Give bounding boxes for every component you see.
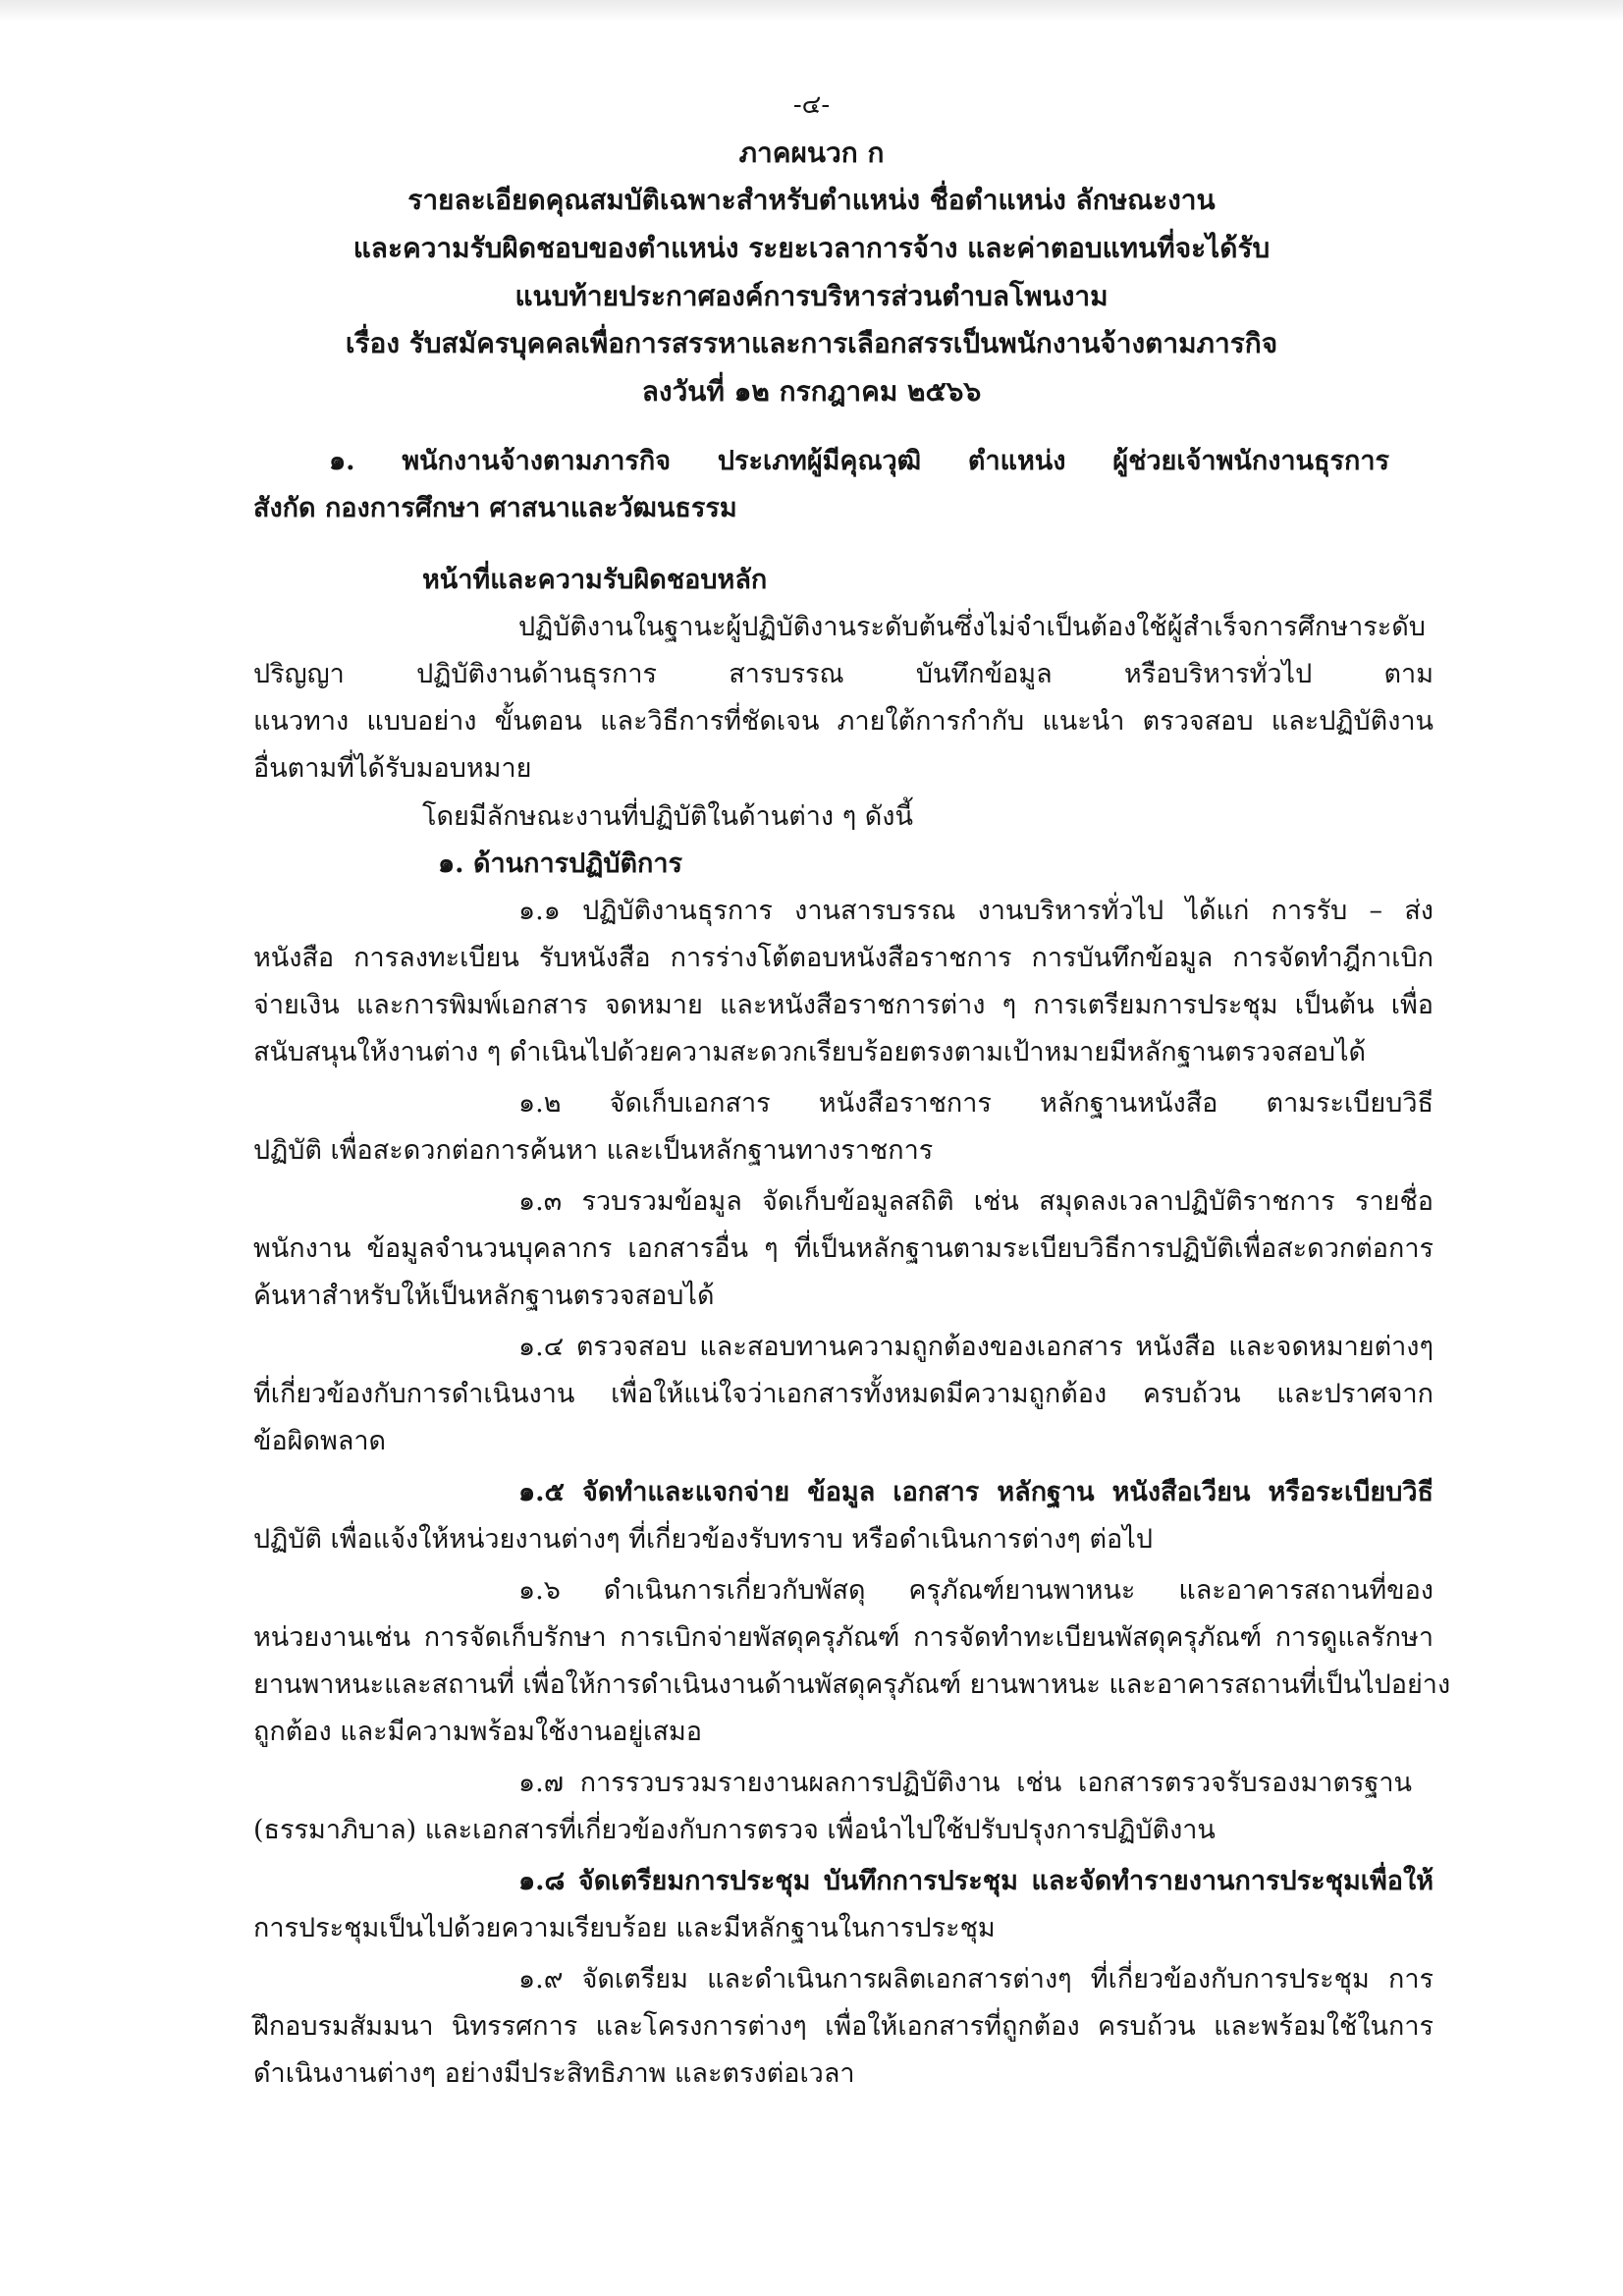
item-line: หนังสือ การลงทะเบียน รับหนังสือ การร่างโต้ตอบหนังสือราชการ การบันทึกข้อมูล การจัดทำฎีกาเบิก xyxy=(253,943,1434,973)
item-line: ๑.๕ จัดทำและแจกจ่าย ข้อมูล เอกสาร หลักฐาน หนังสือเวียน หรือระเบียบวิธี xyxy=(518,1477,1434,1507)
item-line: การประชุมเป็นไปด้วยความเรียบร้อย และมีหลักฐานในการประชุม xyxy=(253,1913,996,1943)
item-line: ดำเนินงานต่างๆ อย่างมีประสิทธิภาพ และตรงต่อเวลา xyxy=(253,2058,855,2089)
duties-para-line: ปริญญา ปฏิบัติงานด้านธุรการ สารบรรณ บันทึกข้อมูล หรือบริหารทั่วไป ตาม xyxy=(253,659,1434,689)
header-line-3: แนบท้ายประกาศองค์การบริหารส่วนตำบลโพนงาม xyxy=(514,280,1109,312)
item-line: ยานพาหนะและสถานที่ เพื่อให้การดำเนินงานด้านพัสดุครุภัณฑ์ ยานพาหนะ และอาคารสถานที่เป็นไปอย่าง xyxy=(253,1669,1451,1700)
duties-heading: หน้าที่และความรับผิดชอบหลัก xyxy=(422,565,768,595)
position-line-1: ๑. พนักงานจ้างตามภารกิจ ประเภทผู้มีคุณวุฒิ ตำแหน่ง ผู้ช่วยเจ้าพนักงานธุรการ xyxy=(329,446,1389,476)
item-line: ๑.๗ การรวบรวมรายงานผลการปฏิบัติงาน เช่น เอกสารตรวจรับรองมาตรฐาน xyxy=(518,1768,1412,1798)
item-line: ถูกต้อง และมีความพร้อมใช้งานอยู่เสมอ xyxy=(253,1717,703,1747)
item-line: ๑.๘ จัดเตรียมการประชุม บันทึกการประชุม และจัดทำรายงานการประชุมเพื่อให้ xyxy=(518,1866,1434,1896)
item-line: ๑.๓ รวบรวมข้อมูล จัดเก็บข้อมูลสถิติ เช่น สมุดลงเวลาปฏิบัติราชการ รายชื่อ xyxy=(518,1186,1434,1217)
header-line-1: รายละเอียดคุณสมบัติเฉพาะสำหรับตำแหน่ง ชื่อตำแหน่ง ลักษณะงาน xyxy=(407,184,1216,216)
item-line: ๑.๑ ปฏิบัติงานธุรการ งานสารบรรณ งานบริหารทั่วไป ได้แก่ การรับ – ส่ง xyxy=(518,896,1434,926)
page-number: -๔- xyxy=(792,90,831,120)
position-line-2: สังกัด กองการศึกษา ศาสนาและวัฒนธรรม xyxy=(253,493,737,523)
section-heading: ๑. ด้านการปฏิบัติการ xyxy=(438,848,683,879)
item-line: ๑.๙ จัดเตรียม และดำเนินการผลิตเอกสารต่างๆ ที่เกี่ยวข้องกับการประชุม การ xyxy=(518,1964,1434,1995)
header-line-2: และความรับผิดชอบของตำแหน่ง ระยะเวลาการจ้าง และค่าตอบแทนที่จะได้รับ xyxy=(352,232,1271,264)
item-line: ค้นหาสำหรับให้เป็นหลักฐานตรวจสอบได้ xyxy=(253,1281,715,1311)
scan-edge xyxy=(0,0,1623,22)
item-line: ข้อผิดพลาด xyxy=(253,1426,387,1456)
item-line: (ธรรมาภิบาล) และเอกสารที่เกี่ยวข้องกับการตรวจ เพื่อนำไปใช้ปรับปรุงการปฏิบัติงาน xyxy=(253,1815,1216,1845)
item-line: หน่วยงานเช่น การจัดเก็บรักษา การเบิกจ่ายพัสดุครุภัณฑ์ การจัดทำทะเบียนพัสดุครุภัณฑ์ การดูแลรักษา xyxy=(253,1622,1434,1653)
duties-para-line: อื่นตามที่ได้รับมอบหมาย xyxy=(253,753,532,784)
header-line-5: ลงวันที่ ๑๒ กรกฎาคม ๒๕๖๖ xyxy=(641,375,982,408)
item-line: ๑.๔ ตรวจสอบ และสอบทานความถูกต้องของเอกสาร หนังสือ และจดหมายต่างๆ xyxy=(518,1332,1434,1362)
item-line: ๑.๒ จัดเก็บเอกสาร หนังสือราชการ หลักฐานหนังสือ ตามระเบียบวิธี xyxy=(518,1088,1434,1119)
item-line: ปฏิบัติ เพื่อแจ้งให้หน่วยงานต่างๆ ที่เกี่ยวข้องรับทราบ หรือดำเนินการต่างๆ ต่อไป xyxy=(253,1524,1153,1555)
item-line: สนับสนุนให้งานต่าง ๆ ดำเนินไปด้วยความสะดวกเรียบร้อยตรงตามเป้าหมายมีหลักฐานตรวจสอบได้ xyxy=(253,1037,1367,1067)
item-line: ฝึกอบรมสัมมนา นิทรรศการ และโครงการต่างๆ เพื่อให้เอกสารที่ถูกต้อง ครบถ้วน และพร้อมใช้ในการ xyxy=(253,2011,1434,2042)
appendix-title: ภาคผนวก ก xyxy=(738,137,885,169)
item-line: จ่ายเงิน และการพิมพ์เอกสาร จดหมาย และหนังสือราชการต่าง ๆ การเตรียมการประชุม เป็นต้น เพื่อ xyxy=(253,990,1434,1020)
duties-para-line: แนวทาง แบบอย่าง ขั้นตอน และวิธีการที่ชัดเจน ภายใต้การกำกับ แนะนำ ตรวจสอบ และปฏิบัติงาน xyxy=(253,706,1434,737)
item-line: ปฏิบัติ เพื่อสะดวกต่อการค้นหา และเป็นหลักฐานทางราชการ xyxy=(253,1135,934,1166)
item-line: ๑.๖ ดำเนินการเกี่ยวกับพัสดุ ครุภัณฑ์ยานพาหนะ และอาคารสถานที่ของ xyxy=(518,1575,1434,1606)
duties-intro: โดยมีลักษณะงานที่ปฏิบัติในด้านต่าง ๆ ดังนี้ xyxy=(422,801,913,832)
duties-para-line: ปฏิบัติงานในฐานะผู้ปฏิบัติงานระดับต้นซึ่งไม่จำเป็นต้องใช้ผู้สำเร็จการศึกษาระดับ xyxy=(518,612,1426,642)
item-line: ที่เกี่ยวข้องกับการดำเนินงาน เพื่อให้แน่ใจว่าเอกสารทั้งหมดมีความถูกต้อง ครบถ้วน และปราศจาก xyxy=(253,1379,1434,1409)
item-line: พนักงาน ข้อมูลจำนวนบุคลากร เอกสารอื่น ๆ ที่เป็นหลักฐานตามระเบียบวิธีการปฏิบัติเพื่อสะดวกต่อการ xyxy=(253,1233,1434,1264)
header-line-4: เรื่อง รับสมัครบุคคลเพื่อการสรรหาและการเลือกสรรเป็นพนักงานจ้างตามภารกิจ xyxy=(345,327,1278,359)
